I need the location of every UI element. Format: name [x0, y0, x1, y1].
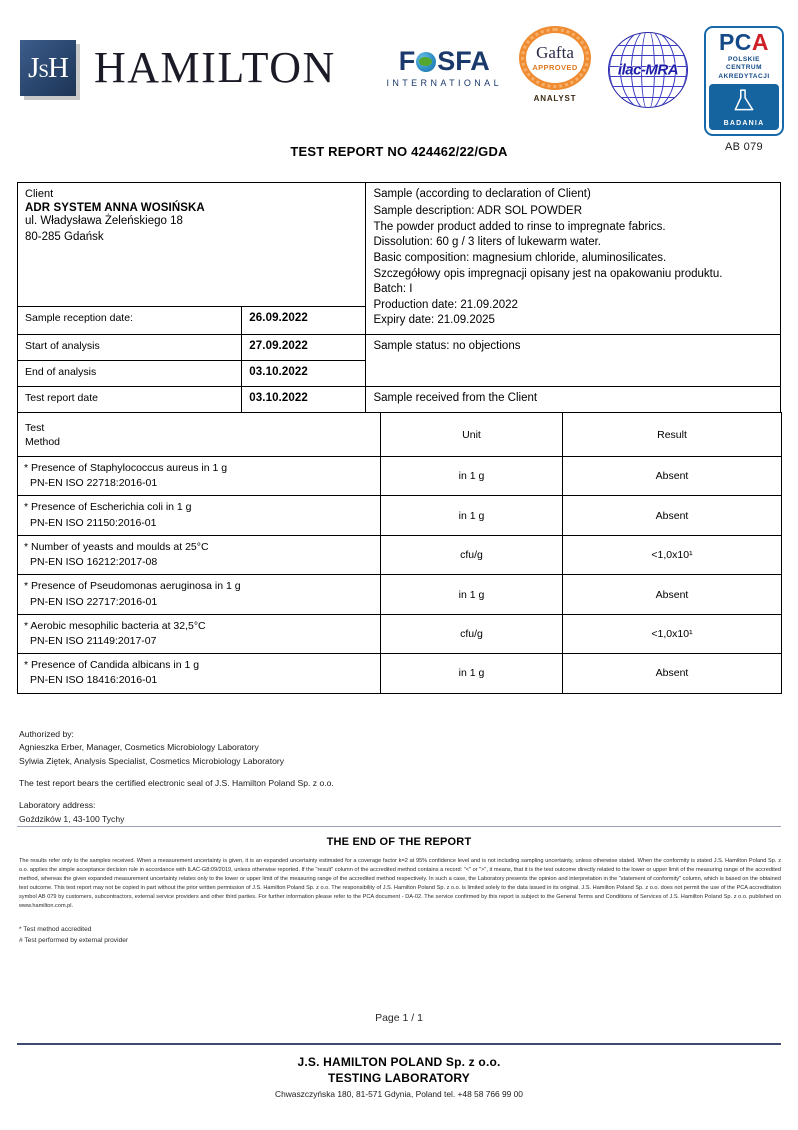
- hamilton-logo: [20, 40, 336, 96]
- info-row-primary: [18, 183, 781, 307]
- flask-icon: [731, 88, 757, 114]
- test-name: * Presence of Staphylococcus aureus in 1 g: [24, 462, 228, 474]
- test-method: PN-EN ISO 18416:2016-01: [30, 674, 158, 687]
- test-method: PN-EN ISO 21149:2017-07: [30, 634, 157, 647]
- results-header-result: Result: [563, 413, 782, 457]
- sample-line-description: Sample description: ADR SOL POWDER: [373, 205, 582, 217]
- date-value-start: 27.09.2022: [242, 335, 366, 361]
- results-header-test-method: [18, 413, 381, 457]
- client-address-line1: ul. Władysława Żeleńskiego 18: [25, 215, 183, 227]
- result-value: Absent: [563, 654, 782, 693]
- table-row: [18, 457, 782, 496]
- result-unit: in 1 g: [381, 575, 563, 614]
- result-unit: in 1 g: [381, 457, 563, 496]
- date-row-report: [18, 387, 781, 413]
- table-row: [18, 614, 782, 653]
- laboratory-address-label: Laboratory address:: [19, 800, 96, 811]
- gafta-wreath-icon: [519, 26, 591, 90]
- results-header-row: [18, 413, 782, 457]
- sample-line-batch: Batch: I: [373, 283, 413, 296]
- pca-badge-label: BADANIA: [723, 120, 765, 128]
- gafta-logo: [516, 26, 594, 103]
- sample-heading: Sample (according to declaration of Client): [373, 188, 591, 200]
- client-address-line2: 80-285 Gdańsk: [25, 230, 104, 243]
- disclaimer-text: The results refer only to the samples received. When a measurement uncertainty is given, it is an expanded uncertainty estimated for a coverage factor k=2 at 95% confidence level and is not including sampling uncertainty, unless otherwise stated. When the conformity is stated J.S. Hamilton Poland Sp. z o.o. applies the simple acceptance decision rule in accordance with ILAC-G8:09/2019, unless otherwise reported. If the "result" column of the accredited method contains a record: "<" or ">", it means, that it is the test outcome directly related to the lower or upper limit of the measuring range of the accredited method, whereas the given expanded measurement uncertainty relates only to the lower or upper limit of the measuring range of the accredited method respectively. In such a case, the Laboratory presents the opinion and interpretation in the "statement of conformity" column, which is based on the obtained test outcome. This test report may not be copied in part without the prior written permission of J.S. Hamilton Poland Sp. z o.o. The responsibility of J.S. Hamilton Poland Sp. z o.o. is limited solely to the data issued in its original. J.S. Hamilton Poland Sp. z o.o. does not permit the use of the PCA accreditation symbol AB 079 by customers, subcontractors, external service providers and other third parties. For further information please refer to the PCA document - DA-02. The service confirmed by this report is subject to the General Terms and Conditions of Services of J.S. Hamilton Poland Sp. z o.o. published on www.hamilton.com.pl.: [19, 858, 781, 910]
- results-table: [17, 412, 782, 694]
- hamilton-wordmark: HAMILTON: [94, 43, 336, 92]
- result-value: Absent: [563, 575, 782, 614]
- test-method: PN-EN ISO 16212:2017-08: [30, 556, 158, 569]
- test-method: PN-EN ISO 21150:2016-01: [30, 516, 157, 529]
- sample-line-composition: Basic composition: magnesium chloride, aluminosilicates.: [373, 251, 667, 264]
- sample-line-note: Szczegółowy opis impregnacji opisany jest na opakowaniu produktu.: [373, 267, 723, 280]
- ilac-mra-label: ilac-MRA: [617, 61, 679, 79]
- result-unit: in 1 g: [381, 654, 563, 693]
- fosfa-logo: [386, 26, 502, 88]
- result-value: <1,0x10¹: [563, 535, 782, 574]
- date-row-start: [18, 335, 781, 361]
- pca-subtitle-line2: AKREDYTACJI: [718, 73, 770, 81]
- result-test-yeasts-moulds: [18, 535, 381, 574]
- result-test-pseudomonas: [18, 575, 381, 614]
- authorization-block: [19, 728, 619, 826]
- sample-line-expiry-date: Expiry date: 21.09.2025: [373, 314, 495, 327]
- date-label-reception: Sample reception date:: [18, 307, 242, 335]
- client-sample-info-table: [17, 182, 781, 413]
- ilac-mra-logo: [608, 32, 688, 108]
- test-name: * Aerobic mesophilic bacteria at 32,5°C: [24, 619, 206, 632]
- sample-status-cell: [366, 335, 781, 387]
- page-number: Page 1 / 1: [375, 1012, 423, 1024]
- sample-line-production-date: Production date: 21.09.2022: [373, 298, 518, 311]
- electronic-seal-note: The test report bears the certified electronic seal of J.S. Hamilton Poland Sp. z o.o.: [19, 777, 334, 788]
- fosfa-wordmark: F SFA: [398, 46, 490, 76]
- test-name: * Number of yeasts and moulds at 25°C: [24, 540, 209, 553]
- result-value: <1,0x10¹: [563, 614, 782, 653]
- footer-company-name: J.S. HAMILTON POLAND Sp. z o.o.: [297, 1055, 501, 1069]
- date-value-end: 03.10.2022: [242, 361, 366, 387]
- result-unit: cfu/g: [381, 614, 563, 653]
- certification-logos: [386, 26, 786, 153]
- client-label: Client: [25, 188, 54, 200]
- result-unit: cfu/g: [381, 535, 563, 574]
- results-header-test: Test: [25, 422, 45, 434]
- test-name: * Presence of Pseudomonas aeruginosa in 1 g: [24, 580, 241, 593]
- sample-status: Sample status: no objections: [373, 340, 521, 352]
- laboratory-address: Goździków 1, 43-100 Tychy: [19, 813, 125, 824]
- page-footer: [0, 1055, 798, 1099]
- footnotes-block: [19, 925, 519, 946]
- divider-above-end: [17, 826, 781, 827]
- table-row: [18, 654, 782, 693]
- sample-line-dissolution: Dissolution: 60 g / 3 liters of lukewarm water.: [373, 236, 601, 249]
- date-label-start: Start of analysis: [18, 335, 242, 361]
- results-header-method: Method: [25, 436, 61, 449]
- pca-accreditation-code: AB 079: [725, 141, 763, 154]
- sample-line-usage: The powder product added to rinse to impregnate fabrics.: [373, 220, 666, 233]
- date-label-end: End of analysis: [18, 361, 242, 387]
- date-value-reception: 26.09.2022: [242, 307, 366, 335]
- result-unit: in 1 g: [381, 496, 563, 535]
- result-test-candida: [18, 654, 381, 693]
- footnote-external: # Test performed by external provider: [19, 936, 129, 944]
- results-header-unit: Unit: [381, 413, 563, 457]
- test-method: PN-EN ISO 22717:2016-01: [30, 595, 158, 608]
- result-value: Absent: [563, 457, 782, 496]
- gafta-name: Gafta: [536, 43, 574, 62]
- gafta-analyst: ANALYST: [533, 94, 577, 103]
- date-value-report: 03.10.2022: [242, 387, 366, 413]
- sample-received: Sample received from the Client: [373, 392, 538, 404]
- gafta-approved: APPROVED: [532, 63, 578, 72]
- table-row: [18, 575, 782, 614]
- date-label-report: Test report date: [18, 387, 242, 413]
- table-row: [18, 496, 782, 535]
- fosfa-subtitle: INTERNATIONAL: [386, 78, 502, 88]
- footer-department: TESTING LABORATORY: [327, 1071, 471, 1085]
- client-cell: [18, 183, 366, 307]
- footnote-accredited: * Test method accredited: [19, 926, 92, 933]
- sample-received-cell: [366, 387, 781, 413]
- authorizer-manager: Agnieszka Erber, Manager, Cosmetics Microbiology Laboratory: [19, 742, 259, 753]
- end-of-report-title: THE END OF THE REPORT: [326, 836, 472, 848]
- result-test-aerobic-mesophilic: [18, 614, 381, 653]
- authorized-by-label: Authorized by:: [19, 729, 74, 739]
- page-title: TEST REPORT NO 424462/22/GDA: [290, 144, 508, 159]
- test-name: * Presence of Escherichia coli in 1 g: [24, 501, 192, 514]
- test-name: * Presence of Candida albicans in 1 g: [24, 659, 200, 672]
- footer-address: Chwaszczyńska 180, 81-571 Gdynia, Poland tel. +48 58 766 99 00: [275, 1089, 523, 1099]
- authorizer-specialist: Sylwia Ziętek, Analysis Specialist, Cosmetics Microbiology Laboratory: [19, 755, 285, 766]
- test-method: PN-EN ISO 22718:2016-01: [30, 477, 158, 490]
- globe-icon: [416, 52, 436, 72]
- pca-logo: [702, 26, 786, 153]
- result-test-staphylococcus: [18, 457, 381, 496]
- result-test-escherichia: [18, 496, 381, 535]
- pca-title: PCA: [718, 29, 770, 55]
- jsh-logo-icon: JSH: [20, 40, 76, 96]
- result-value: Absent: [563, 496, 782, 535]
- sample-description-cell: [366, 183, 781, 335]
- table-row: [18, 535, 782, 574]
- pca-subtitle-line1: POLSKIE CENTRUM: [726, 56, 762, 72]
- client-name: ADR SYSTEM ANNA WOSIŃSKA: [25, 202, 205, 214]
- footer-divider: [17, 1043, 781, 1045]
